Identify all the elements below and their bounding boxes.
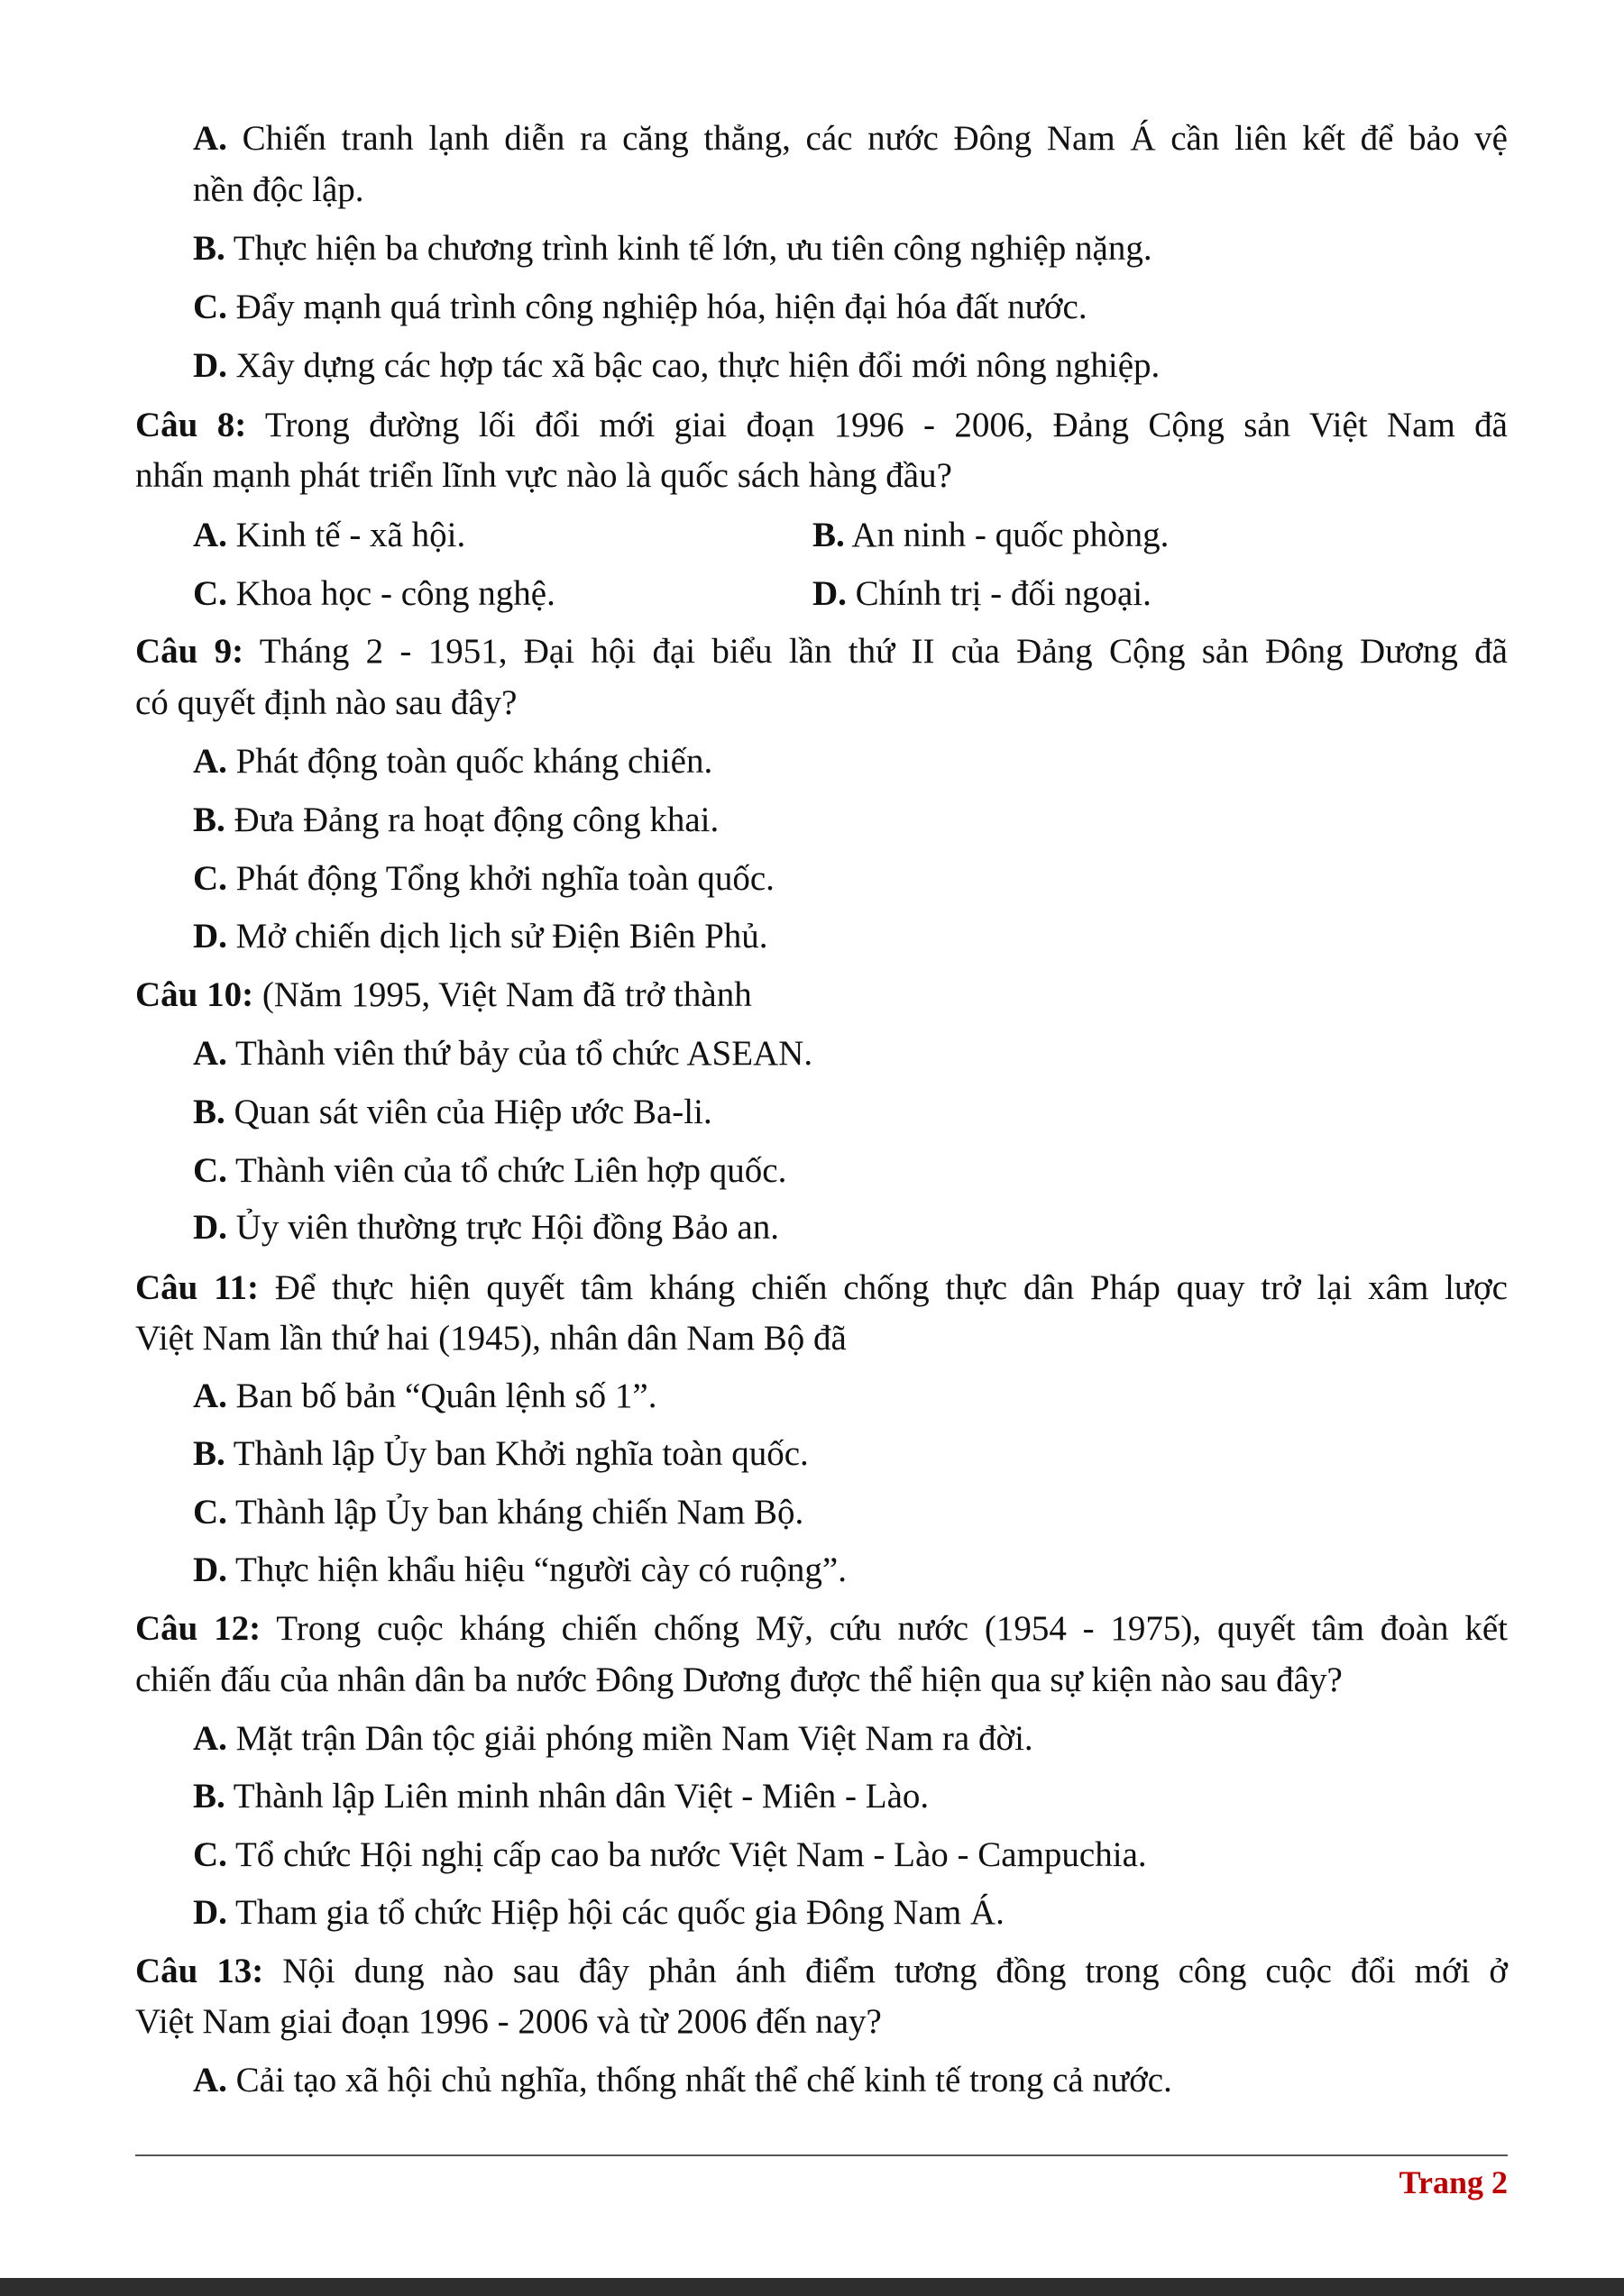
- question-label: Câu 8:: [135, 406, 247, 444]
- option-text: Thành lập Ủy ban Khởi nghĩa toàn quốc.: [225, 1434, 809, 1473]
- option-b-line: [193, 1771, 1508, 1822]
- option-label: D.: [193, 1893, 227, 1932]
- question-text: Việt Nam giai đoạn 1996 - 2006 và từ 2006 đến nay?: [135, 2002, 882, 2041]
- option-text: Thành viên của tổ chức Liên hợp quốc.: [226, 1151, 787, 1190]
- option-label: B.: [812, 516, 845, 554]
- bottom-edge-bar: [0, 2278, 1624, 2296]
- option-text: Đẩy mạnh quá trình công nghiệp hóa, hiện đại hóa đất nước.: [226, 288, 1087, 326]
- option-text: An ninh - quốc phòng.: [844, 516, 1170, 554]
- question-text: Nội dung nào sau đây phản ánh điểm tương đồng trong công cuộc đổi mới ở: [263, 1952, 1509, 1990]
- option-c-line: [193, 854, 1508, 904]
- option-label: A.: [193, 742, 227, 781]
- option-a-line: [193, 1029, 1508, 1079]
- option-text: Mặt trận Dân tộc giải phóng miền Nam Việt Nam ra đời.: [226, 1719, 1033, 1758]
- option-label: B.: [193, 800, 225, 839]
- option-text: Chiến tranh lạnh diễn ra căng thẳng, các nước Đông Nam Á cần liên kết để bảo vệ: [226, 119, 1508, 158]
- option-d-line: [193, 1888, 1508, 1938]
- option-c-line: [193, 1830, 1508, 1880]
- option-label: D.: [812, 574, 847, 613]
- option-text: Phát động Tổng khởi nghĩa toàn quốc.: [226, 859, 775, 898]
- option-d-line: [193, 1545, 1508, 1596]
- option-d-line: [193, 1203, 1508, 1253]
- question-13: [135, 1946, 1508, 1997]
- option-label: D.: [193, 917, 227, 956]
- question-label: Câu 9:: [135, 632, 244, 671]
- footer-divider: [135, 2154, 1508, 2156]
- question-text: chiến đấu của nhân dân ba nước Đông Dương được thể hiện qua sự kiện nào sau đây?: [135, 1660, 1343, 1699]
- option-b-line: [193, 224, 1508, 274]
- option-text: Chính trị - đối ngoại.: [846, 574, 1151, 613]
- option-text: Ủy viên thường trực Hội đồng Bảo an.: [226, 1208, 779, 1247]
- option-label: B.: [193, 1093, 225, 1131]
- option-continuation-line: [193, 165, 1508, 215]
- question-text: Trong cuộc kháng chiến chống Mỹ, cứu nước (1954 - 1975), quyết tâm đoàn kết: [261, 1609, 1508, 1648]
- option-text: Đưa Đảng ra hoạt động công khai.: [225, 800, 720, 839]
- question-text: Trong đường lối đổi mới giai đoạn 1996 - 2006, Đảng Cộng sản Việt Nam đã: [246, 406, 1508, 444]
- question-label: Câu 11:: [135, 1268, 259, 1307]
- question-continuation-line: [135, 1655, 1508, 1706]
- option-label: B.: [193, 229, 225, 268]
- question-text: (Năm 1995, Việt Nam đã trở thành: [253, 975, 752, 1014]
- option-text: Thành viên thứ bảy của tổ chức ASEAN.: [226, 1034, 813, 1073]
- page-number: Trang 2: [1399, 2164, 1508, 2200]
- question-label: Câu 10:: [135, 975, 254, 1014]
- option-a-line: [193, 1714, 1508, 1764]
- option-label: C.: [193, 288, 227, 326]
- option-c-line: [193, 1146, 1508, 1196]
- option-c-line: [193, 1487, 1508, 1538]
- option-label: B.: [193, 1434, 225, 1473]
- option-c-line: [193, 569, 806, 619]
- option-label: D.: [193, 1208, 227, 1247]
- option-text: Tham gia tổ chức Hiệp hội các quốc gia Đông Nam Á.: [226, 1893, 1005, 1932]
- option-label: A.: [193, 2061, 227, 2099]
- option-c-line: [193, 282, 1508, 333]
- question-continuation-line: [135, 451, 1508, 501]
- option-b-line: [193, 1429, 1508, 1479]
- option-b-line: [193, 1087, 1508, 1138]
- option-label: D.: [193, 1550, 227, 1589]
- option-text: Thực hiện ba chương trình kinh tế lớn, ưu tiên công nghiệp nặng.: [225, 229, 1152, 268]
- option-label: A.: [193, 516, 227, 554]
- option-d-line: [812, 569, 1498, 619]
- option-text: Kinh tế - xã hội.: [226, 516, 466, 554]
- option-text: Quan sát viên của Hiệp ước Ba-li.: [225, 1093, 712, 1131]
- question-12: [135, 1604, 1508, 1654]
- question-10: [135, 970, 1508, 1020]
- option-b-line: [193, 795, 1508, 846]
- option-label: A.: [193, 1034, 227, 1073]
- question-text: có quyết định nào sau đây?: [135, 683, 518, 722]
- option-text: nền độc lập.: [193, 170, 364, 209]
- option-text: Thành lập Liên minh nhân dân Việt - Miên - Lào.: [225, 1777, 930, 1816]
- option-label: D.: [193, 346, 227, 385]
- option-text: Phát động toàn quốc kháng chiến.: [226, 742, 713, 781]
- option-label: C.: [193, 1151, 227, 1190]
- option-label: A.: [193, 1719, 227, 1758]
- option-text: Mở chiến dịch lịch sử Điện Biên Phủ.: [226, 917, 768, 956]
- question-label: Câu 13:: [135, 1952, 264, 1990]
- option-text: Khoa học - công nghệ.: [226, 574, 555, 613]
- option-a-line: [193, 736, 1508, 787]
- question-text: Việt Nam lần thứ hai (1945), nhân dân Nam Bộ đã: [135, 1319, 847, 1358]
- option-a-line: [193, 114, 1508, 164]
- option-label: A.: [193, 1377, 227, 1415]
- question-8: [135, 400, 1508, 451]
- question-continuation-line: [135, 1313, 1508, 1364]
- question-label: Câu 12:: [135, 1609, 261, 1648]
- question-text: Để thực hiện quyết tâm kháng chiến chống thực dân Pháp quay trở lại xâm lược: [258, 1268, 1508, 1307]
- question-text: Tháng 2 - 1951, Đại hội đại biểu lần thứ II của Đảng Cộng sản Đông Dương đã: [243, 632, 1508, 671]
- option-text: Cải tạo xã hội chủ nghĩa, thống nhất thể chế kinh tế trong cả nước.: [226, 2061, 1172, 2099]
- option-text: Tổ chức Hội nghị cấp cao ba nước Việt Nam - Lào - Campuchia.: [226, 1835, 1147, 1874]
- option-text: Thành lập Ủy ban kháng chiến Nam Bộ.: [226, 1493, 804, 1532]
- question-9: [135, 627, 1508, 677]
- option-label: C.: [193, 1835, 227, 1874]
- question-continuation-line: [135, 678, 1508, 728]
- option-d-line: [193, 341, 1508, 391]
- option-text: Thực hiện khẩu hiệu “người cày có ruộng”.: [226, 1550, 847, 1589]
- option-label: A.: [193, 119, 227, 158]
- question-text: nhấn mạnh phát triển lĩnh vực nào là quốc sách hàng đầu?: [135, 456, 952, 495]
- question-11: [135, 1263, 1508, 1313]
- question-continuation-line: [135, 1997, 1508, 2047]
- option-a-line: [193, 1371, 1508, 1422]
- option-label: C.: [193, 859, 227, 898]
- option-d-line: [193, 911, 1508, 962]
- option-text: Xây dựng các hợp tác xã bậc cao, thực hiện đổi mới nông nghiệp.: [226, 346, 1161, 385]
- option-a-line: [193, 510, 806, 561]
- option-b-line: [812, 510, 1498, 561]
- option-label: C.: [193, 574, 227, 613]
- option-text: Ban bố bản “Quân lệnh số 1”.: [226, 1377, 657, 1415]
- option-label: B.: [193, 1777, 225, 1816]
- option-a-line: [193, 2055, 1508, 2106]
- option-label: C.: [193, 1493, 227, 1532]
